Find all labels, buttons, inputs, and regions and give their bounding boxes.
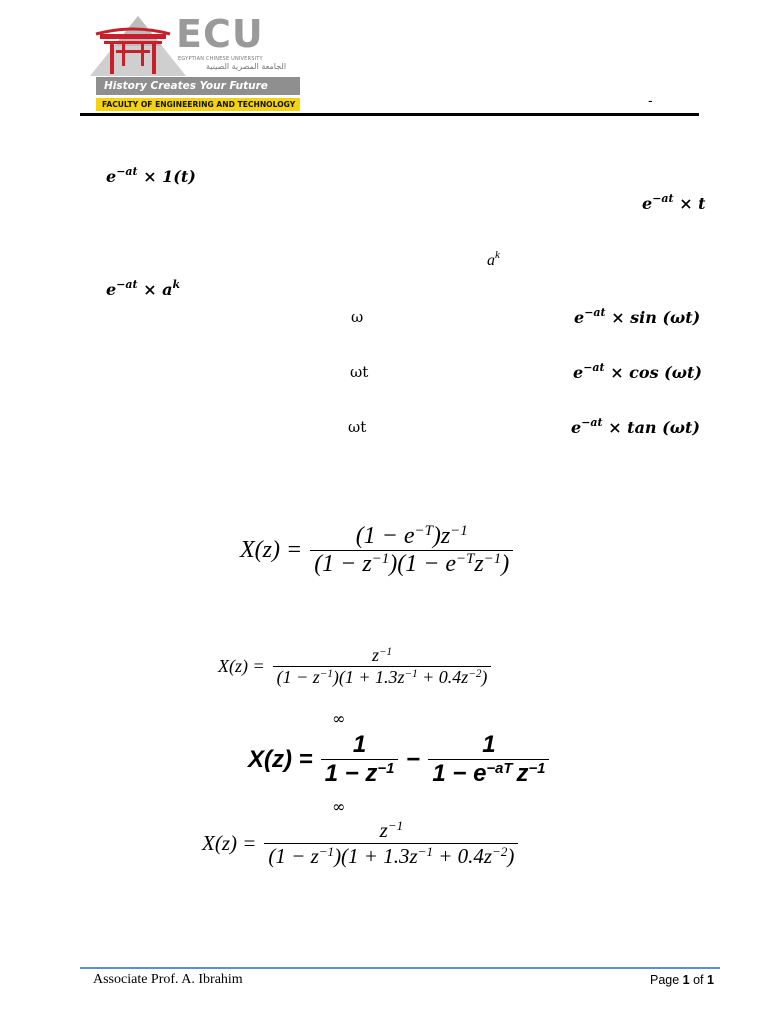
term-exp-step: $e^{-at} \times 1(t)$ [106,165,196,186]
fraction-numerator: $z^{-1}$ [371,645,393,665]
term-exp-a-power-k: $e^{-at} \times a^k$ [106,278,181,299]
fraction-numerator: 1 [352,731,367,758]
term-exp-cos: $e^{-at} \times \cos (\omega t)$ [573,361,702,382]
equation-1 [240,523,513,578]
header-divider [80,113,699,116]
minus-operator: − [406,745,421,773]
university-logo [86,14,302,114]
term-a-power-k: $a^k$ [487,249,500,269]
fraction-numerator: 1 [482,731,496,758]
equation-lhs: X(z) = [218,656,265,676]
footer-divider [80,967,720,969]
header-mark: - [648,92,653,108]
footer-page-number: Page 1 of 1 [650,973,714,987]
fraction-denominator: $(1 - z^{-1})(1 + 1.3z^{-1} + 0.4z^{-2})$ [276,667,488,687]
term-exp-sin: $e^{-at} \times \sin (\omega t)$ [574,306,701,327]
logo-subtitle-ar: الجامعة المصرية الصينية [206,62,287,71]
infinity-symbol-2: ∞ [332,797,346,816]
term-exp-tan: $e^{-at} \times \tan (\omega t)$ [571,416,700,437]
equation-lhs: X(z) = [240,537,303,564]
footer-author: Associate Prof. A. Ibrahim [93,972,243,987]
equation-fraction-b [428,731,549,788]
equation-fraction-a [321,731,399,788]
equation-lhs: X(z) = [248,745,313,773]
omega-label-1: ω [351,308,364,326]
logo-subtitle-en: EGYPTIAN CHINESE UNIVERSITY [178,56,263,62]
equation-fraction [273,645,492,688]
logo-slogan: History Creates Your Future [96,77,300,95]
fraction-denominator: $(1 - z^{-1})(1 + 1.3z^{-1} + 0.4z^{-2})$ [268,844,515,869]
fraction-numerator: $z^{-1}$ [379,818,404,843]
fraction-denominator: $(1 - z^{-1})(1 - e^{-T}z^{-1})$ [314,551,510,578]
fraction-denominator: $1 - z^{-1}$ [324,760,395,787]
logo-faculty: FACULTY OF ENGINEERING AND TECHNOLOGY [96,98,300,111]
omega-label-3: ωt [348,418,367,436]
equation-3 [248,731,549,788]
equation-4 [202,818,518,869]
term-exp-ramp: $e^{-at} \times t$ [642,192,706,213]
equation-fraction [310,523,513,578]
infinity-symbol-1: ∞ [332,709,346,728]
fraction-numerator: $(1 - e^{-T})z^{-1}$ [355,523,468,550]
omega-label-2: ωt [350,363,369,381]
logo-title: ECU [176,12,264,56]
fraction-denominator: $1 - e^{-aT}$ $z^{-1}$ [432,760,546,787]
equation-2 [218,645,491,688]
equation-lhs: X(z) = [202,831,257,856]
equation-fraction [264,818,518,869]
